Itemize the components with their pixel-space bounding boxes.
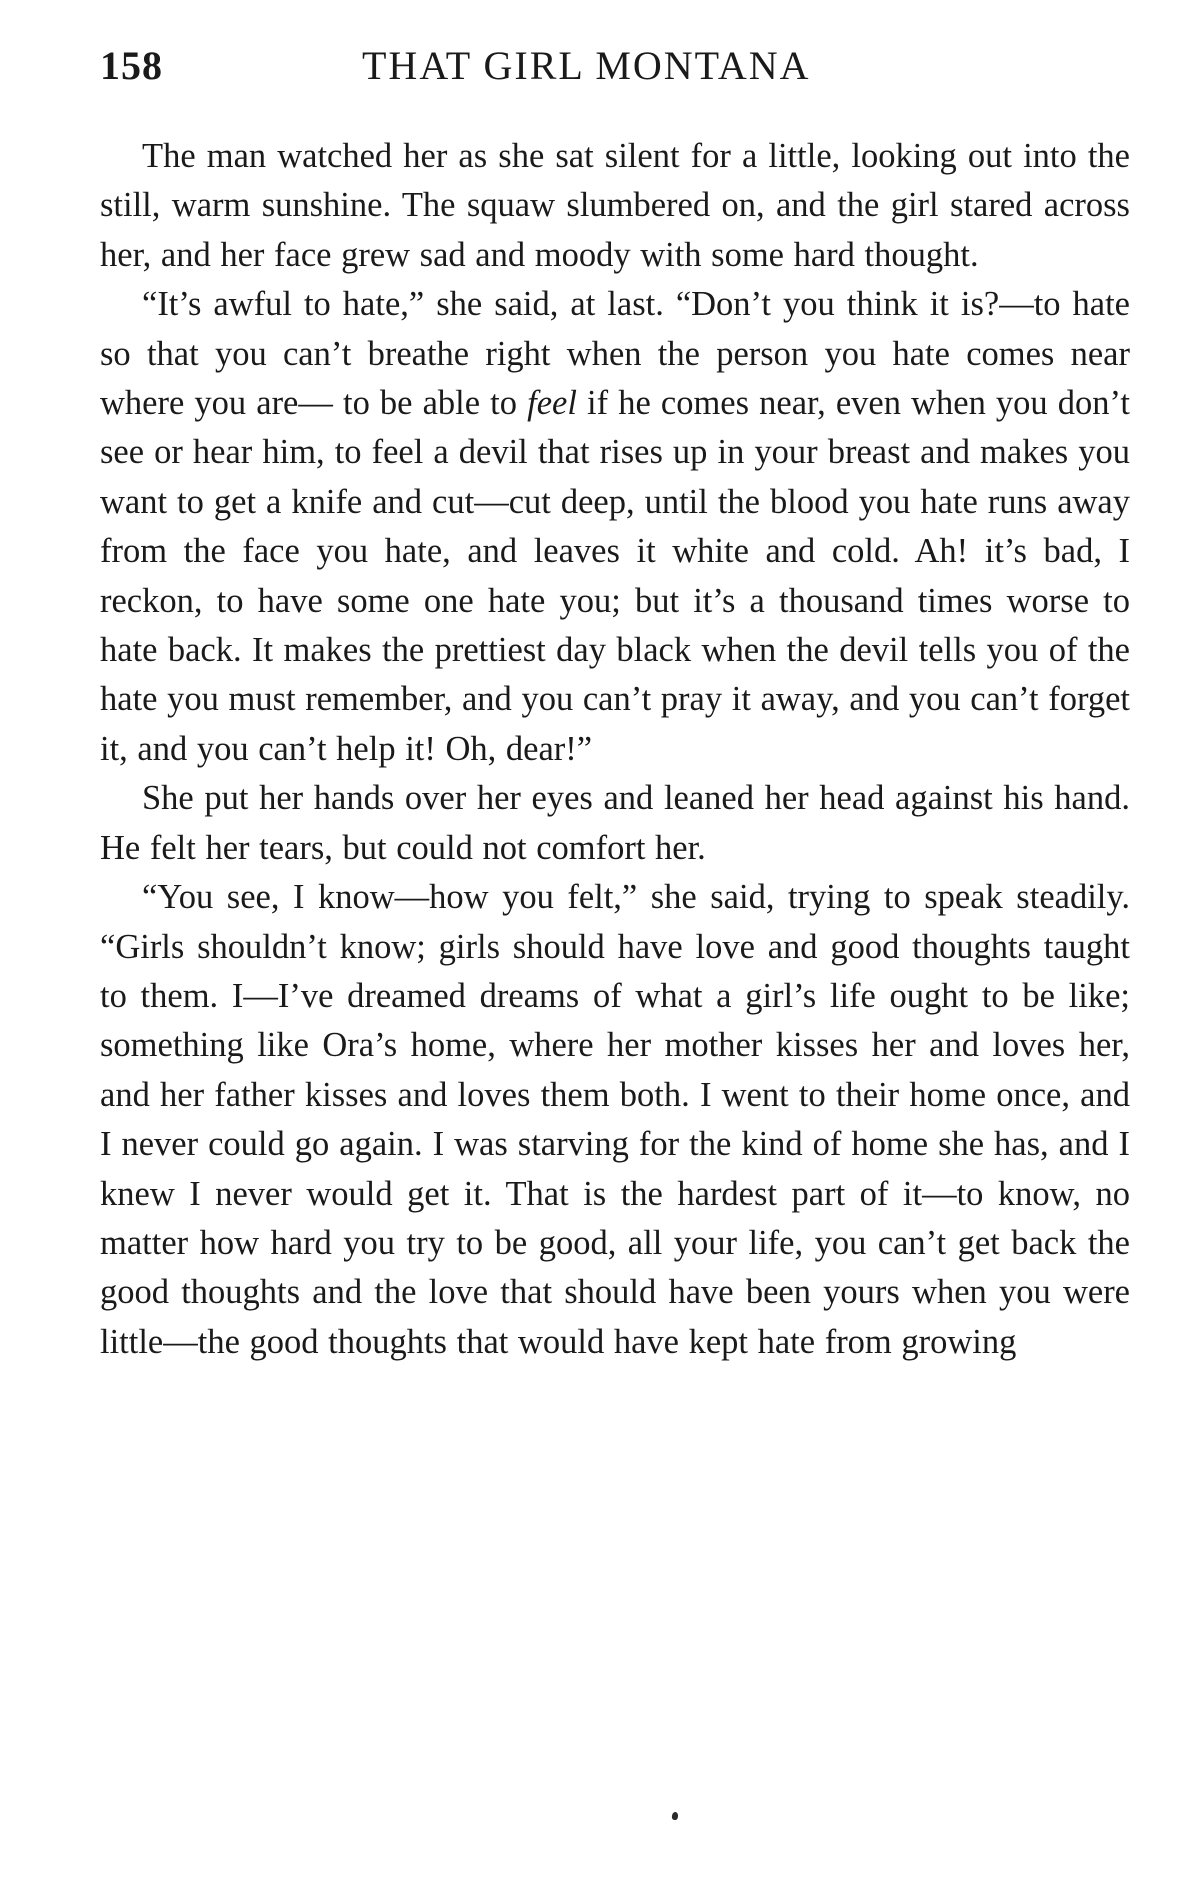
paragraph-2	[100, 280, 1130, 774]
paragraph-1	[100, 132, 1130, 280]
running-head	[100, 38, 1130, 94]
paragraph-text: if he comes near, even when you don’t see or hear him, to feel a devil that rises up in your breast and makes you want to get a knife and cut—cut deep, until the blood you hate runs away from the face you hate, and leaves it white and cold. Ah! it’s bad, I reckon, to have some one hate you; but it’s a thousand times worse to hate back. It makes the prettiest day black when the devil tells you of the hate you must remember, and you can’t pray it away, and you can’t forget it, and you can’t help it! Oh, dear!”	[100, 384, 1130, 768]
printer-mark	[671, 1812, 678, 1821]
paragraph-text: “It’s awful to hate,” she said, at last. “Don’t you think it is?—to hate so that you can’t breathe right when the person you hate comes near where you are— to be able to	[100, 285, 1130, 423]
body-text	[100, 132, 1130, 1367]
page-number: 158	[100, 43, 163, 88]
paragraph-text: She put her hands over her eyes and leaned her head against his hand. He felt her tears, but could not comfort her.	[100, 779, 1130, 867]
emphasized-word: feel	[527, 384, 577, 423]
paragraph-4	[100, 873, 1130, 1367]
book-title: THAT GIRL MONTANA	[362, 43, 811, 88]
paragraph-3	[100, 774, 1130, 873]
paragraph-text: “You see, I know—how you felt,” she said, trying to speak steadily. “Girls shouldn’t know; girls should have love and good thoughts taught to them. I—I’ve dreamed dreams of what a girl’s life ought to be like; something like Ora’s home, where her mother kisses her and loves her, and her father kisses and loves them both. I went to their home once, and I never could go again. I was starving for the kind of home she has, and I knew I never would get it. That is the hardest part of it—to know, no matter how hard you try to be good, all your life, you can’t get back the good thoughts and the love that should have been yours when you were little—the good thoughts that would have kept hate from growing	[100, 878, 1130, 1361]
paragraph-text: The man watched her as she sat silent for a little, looking out into the still, warm sunshine. The squaw slumbered on, and the girl stared across her, and her face grew sad and moody with some hard thought.	[100, 137, 1130, 274]
